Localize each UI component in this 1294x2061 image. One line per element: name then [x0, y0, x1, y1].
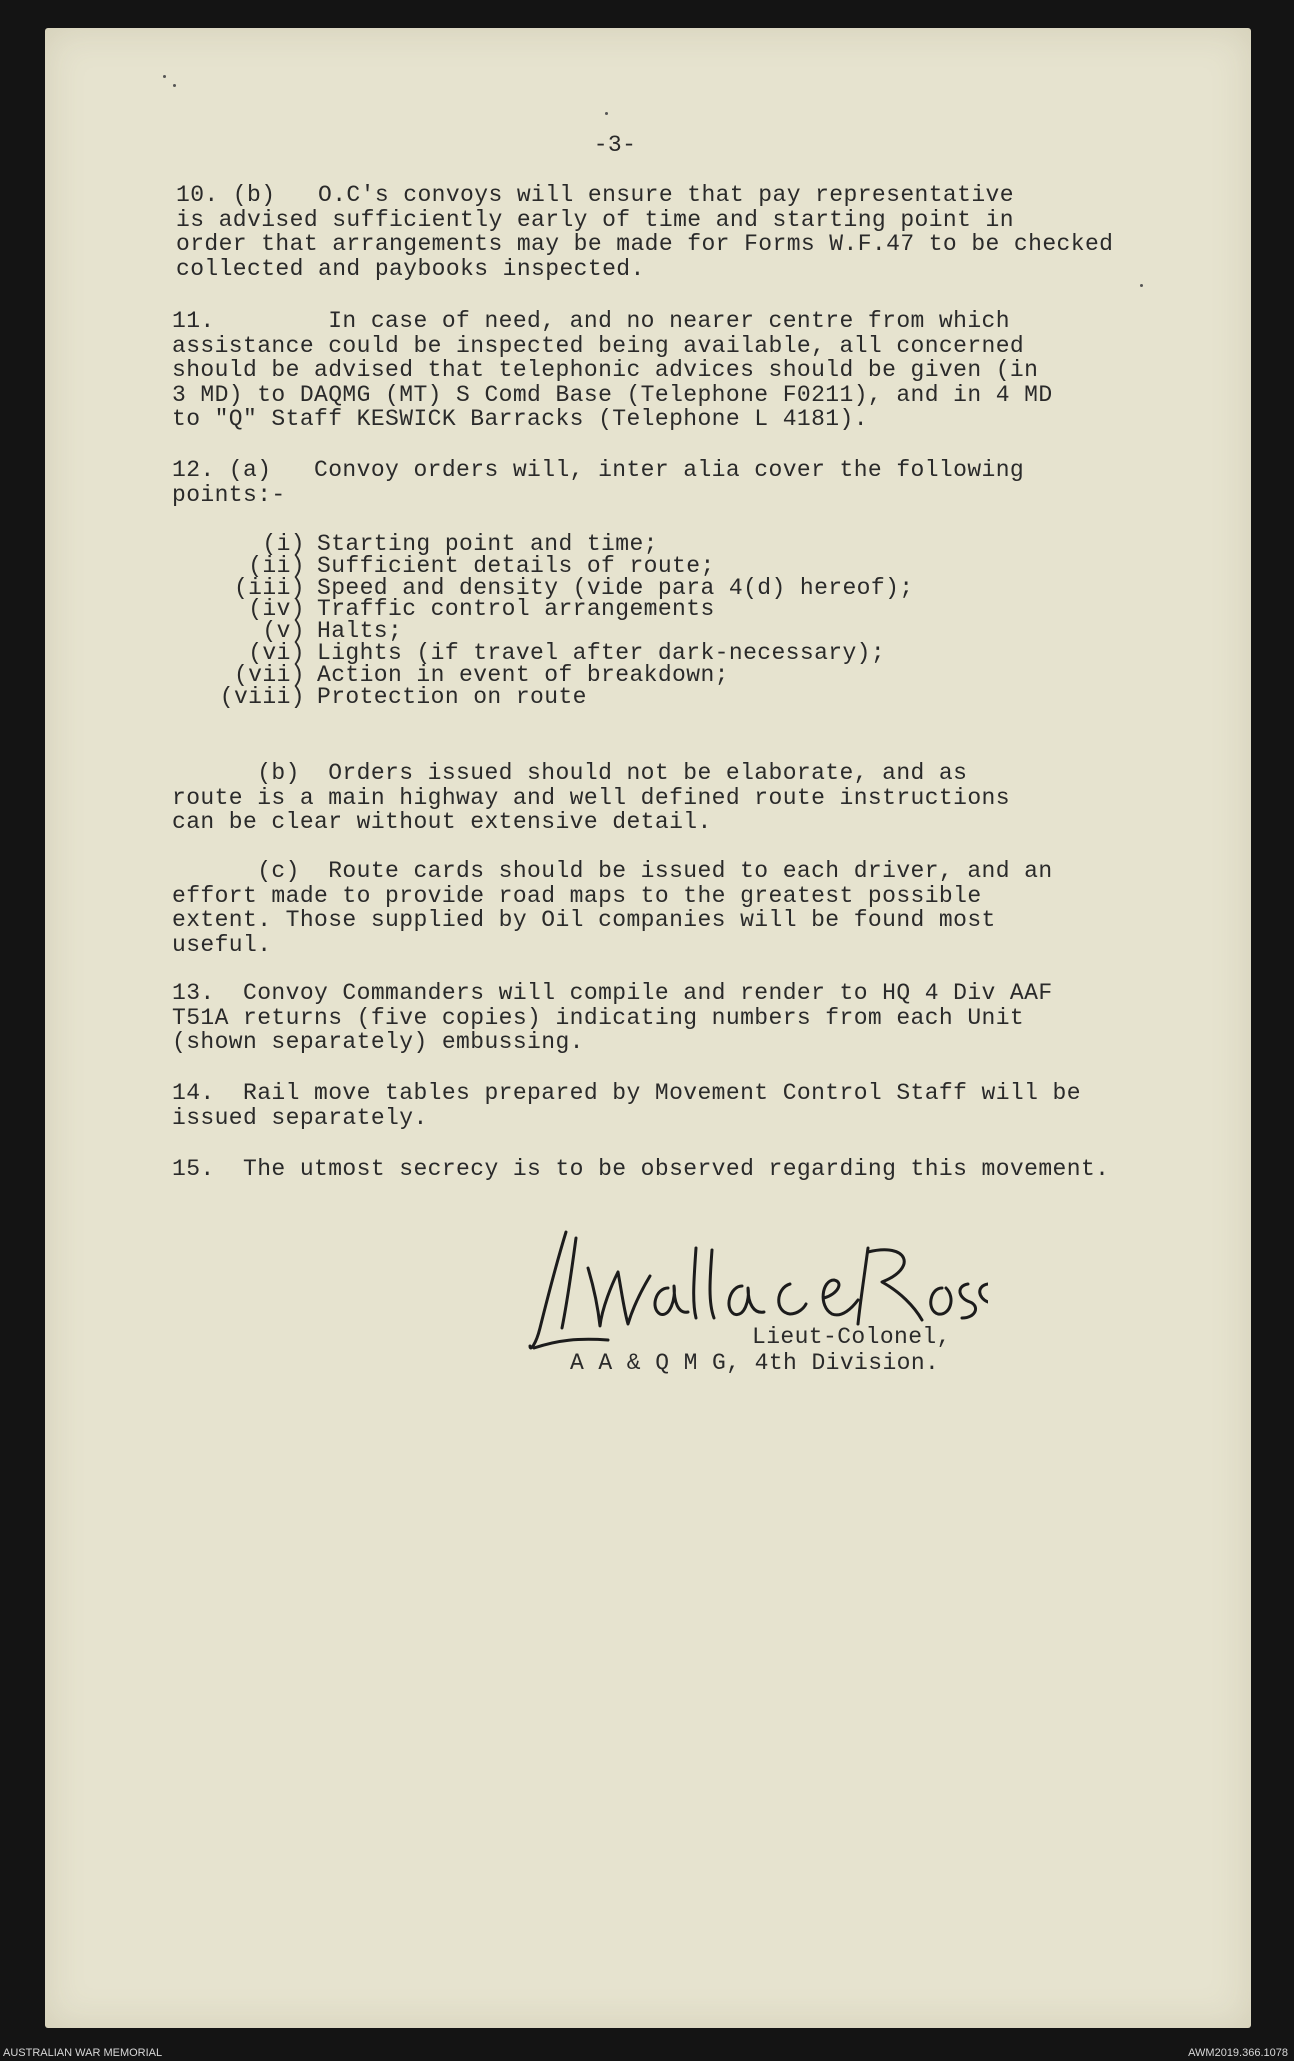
paragraph-line: order that arrangements may be made for Forms W.F.47 to be checked	[176, 231, 1114, 257]
page-number: -3-	[593, 132, 637, 158]
signatory-appointment: A A & Q M G, 4th Division.	[570, 1350, 940, 1376]
list-item-number: (i)	[262, 531, 305, 557]
signatory-rank: Lieut-Colonel,	[752, 1324, 951, 1350]
paragraph-line: is advised sufficiently early of time and starting point in	[176, 206, 1014, 233]
paragraph-line: route is a main highway and well defined route instructions	[172, 784, 1010, 811]
paragraph-line: 14. Rail move tables prepared by Movement Control Staff will be	[172, 1080, 1081, 1106]
list-item-number: (vii)	[233, 661, 305, 688]
paragraph-line: can be clear without extensive detail.	[172, 809, 712, 835]
list-item-text: Speed and density (vide para 4(d) hereof);	[317, 574, 914, 601]
list-item-number: (v)	[262, 618, 305, 645]
paper-speck	[605, 112, 608, 115]
list-item-text: Sufficient details of route;	[317, 552, 715, 579]
paragraph-line: 12. (a) Convoy orders will, inter alia cover the following	[172, 457, 1025, 483]
paper-speck	[1140, 284, 1143, 287]
paragraph-line: 13. Convoy Commanders will compile and render to HQ 4 Div AAF	[172, 980, 1053, 1006]
paragraph-line: useful.	[172, 931, 272, 958]
list-item-text: Action in event of breakdown;	[317, 661, 729, 688]
paragraph-line: issued separately.	[172, 1104, 428, 1131]
paragraph-line: points:-	[172, 481, 286, 508]
paragraph-line: 3 MD) to DAQMG (MT) S Comd Base (Telephone F0211), and in 4 MD	[172, 381, 1053, 408]
paragraph-line: 15. The utmost secrecy is to be observed regarding this movement.	[172, 1156, 1110, 1182]
paragraph-line: assistance could be inspected being available, all concerned	[172, 332, 1025, 359]
paragraph-line: effort made to provide road maps to the greatest possible	[172, 882, 982, 909]
paragraph-line: 10. (b) O.C's convoys will ensure that pay representative	[176, 182, 1014, 208]
paragraph-line: T51A returns (five copies) indicating numbers from each Unit	[172, 1004, 1025, 1031]
list-item-text: Starting point and time;	[317, 531, 658, 557]
paragraph-line: to "Q" Staff KESWICK Barracks (Telephone L 4181).	[172, 406, 868, 432]
paragraph-line: should be advised that telephonic advices should be given (in	[172, 357, 1039, 383]
list-item-number: (ii)	[248, 552, 305, 579]
paper-speck	[163, 75, 166, 78]
footer-credit: AUSTRALIAN WAR MEMORIAL	[3, 2047, 163, 2059]
list-item-number: (vi)	[248, 640, 305, 666]
list-item-text: Halts;	[317, 618, 403, 645]
list-item-number: (iv)	[248, 596, 305, 623]
list-item-number: (viii)	[219, 683, 305, 710]
paragraph-line: extent. Those supplied by Oil companies will be found most	[172, 907, 996, 933]
list-item-number: (iii)	[233, 574, 305, 601]
paragraph-line: (b) Orders issued should not be elaborate, and as	[172, 760, 968, 786]
list-item-text: Protection on route	[317, 683, 587, 710]
list-item-text: Lights (if travel after dark-necessary);	[317, 640, 886, 666]
list-item-text: Traffic control arrangements	[317, 596, 715, 623]
footer-accession-number: AWM2019.366.1078	[1188, 2047, 1288, 2059]
paragraph-line: (c) Route cards should be issued to each driver, and an	[172, 858, 1053, 884]
paper-speck	[173, 84, 176, 87]
paragraph-line: collected and paybooks inspected.	[176, 255, 645, 282]
paragraph-line: (shown separately) embussing.	[172, 1029, 584, 1055]
paragraph-line: 11. In case of need, and no nearer centre from which	[172, 308, 1010, 334]
